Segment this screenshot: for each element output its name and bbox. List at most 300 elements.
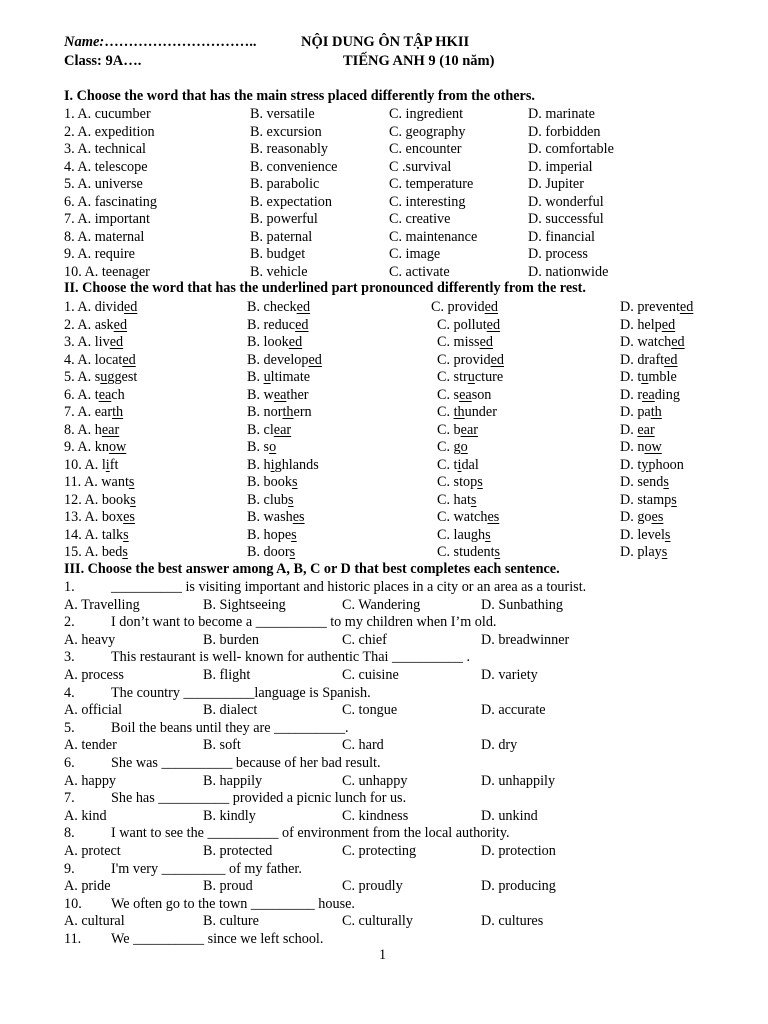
- word-prefix: B. nor: [247, 404, 283, 420]
- option-a: [64, 543, 128, 561]
- word-suffix: ern: [293, 404, 312, 420]
- question-number: 1.: [64, 579, 75, 595]
- word-prefix: 6. A. t: [64, 386, 99, 403]
- option-a: 1. A. cucumber: [64, 106, 151, 122]
- section3-heading: III. Choose the best answer among A, B, C or D that best completes each sentence.: [64, 561, 560, 577]
- answer-option-c: C. Wandering: [342, 596, 421, 613]
- stress-question-row: [0, 175, 768, 193]
- option-d: [620, 333, 685, 351]
- option-a: 6. A. fascinating: [64, 193, 157, 210]
- underlined-sound: s: [291, 526, 297, 543]
- stress-question-row: [0, 263, 768, 281]
- name-label: Name:: [64, 34, 105, 50]
- option-a: [64, 491, 136, 509]
- stress-question-row: [0, 158, 768, 176]
- option-a: 3. A. technical: [64, 141, 146, 157]
- pronunciation-question-row: [0, 456, 768, 474]
- question-number: 8.: [64, 825, 75, 842]
- underlined-sound: ow: [644, 439, 662, 455]
- option-c: [437, 491, 476, 509]
- pronunciation-question-row: [0, 473, 768, 491]
- underlined-sound: s: [287, 491, 294, 508]
- question-number: 4.: [64, 684, 75, 701]
- question-text: She was __________ because of her bad result.: [111, 755, 381, 771]
- option-a: 5. A. universe: [64, 176, 143, 192]
- answer-option-b: B. protected: [203, 843, 273, 859]
- option-b: [247, 438, 276, 456]
- question-number: 11.: [64, 931, 82, 947]
- answer-option-d: D. accurate: [481, 702, 546, 719]
- underlined-sound: ear: [273, 421, 292, 438]
- answer-option-c: C. chief: [342, 631, 387, 648]
- word-prefix: D. go: [620, 509, 652, 525]
- option-a: [64, 316, 127, 334]
- answer-option-b: B. soft: [203, 737, 241, 754]
- question-text: Boil the beans until they are __________.: [111, 719, 349, 736]
- option-a: 2. A. expedition: [64, 123, 155, 140]
- question-text: __________ is visiting important and historic places in a city or an area as a tourist.: [111, 579, 587, 595]
- underlined-sound: th: [650, 404, 662, 420]
- word-prefix: D. n: [620, 439, 645, 455]
- underlined-sound: ed: [490, 351, 505, 368]
- option-a: [64, 456, 118, 474]
- underlined-sound: s: [663, 474, 669, 490]
- word-prefix: 2. A. ask: [64, 316, 114, 333]
- option-d: D. nationwide: [528, 263, 609, 280]
- option-d: [620, 351, 678, 369]
- underlined-sound: s: [123, 526, 129, 543]
- word-suffix: cture: [474, 369, 504, 385]
- underlined-sound: i: [105, 456, 110, 473]
- pronunciation-question-row: [0, 526, 768, 544]
- option-d: [620, 473, 669, 491]
- answer-option-d: D. variety: [481, 667, 538, 683]
- option-c: C. geography: [389, 123, 466, 140]
- option-b: B. parabolic: [250, 176, 320, 192]
- answer-option-d: D. unkind: [481, 807, 538, 824]
- word-prefix: C. str: [437, 369, 468, 385]
- answer-option-d: D. producing: [481, 878, 556, 895]
- option-b: [247, 491, 294, 509]
- word-suffix: son: [471, 386, 492, 403]
- word-prefix: D.: [620, 421, 638, 438]
- option-b: [247, 351, 322, 369]
- option-c: C. creative: [389, 211, 451, 227]
- word-suffix: ch: [111, 386, 125, 403]
- underlined-sound: u: [641, 369, 649, 385]
- option-b: [247, 403, 312, 421]
- option-b: B. paternal: [250, 228, 313, 245]
- option-c: [437, 316, 500, 334]
- answer-option-c: C. hard: [342, 737, 384, 754]
- option-c: C. ingredient: [389, 106, 464, 122]
- answer-option-a: A. official: [64, 702, 123, 719]
- word-prefix: 5. A. s: [64, 369, 101, 385]
- answer-option-a: A. Travelling: [64, 596, 140, 613]
- answer-option-a: A. kind: [64, 807, 107, 824]
- option-b: [247, 456, 319, 474]
- option-c: [437, 543, 500, 561]
- word-prefix: 12. A. book: [64, 491, 131, 508]
- option-a: [64, 351, 136, 369]
- option-b: [247, 386, 308, 404]
- word-prefix: C. g: [437, 439, 461, 455]
- option-c: C. image: [389, 246, 441, 262]
- answer-option-a: A. process: [64, 667, 124, 683]
- underlined-sound: ear: [637, 421, 655, 438]
- pronunciation-question-row: [0, 368, 768, 386]
- underlined-sound: ed: [479, 334, 493, 350]
- answer-option-c: C. protecting: [342, 843, 417, 859]
- underlined-sound: s: [485, 526, 491, 543]
- question-number: 5.: [64, 719, 75, 736]
- answer-option-b: B. culture: [203, 913, 259, 930]
- answer-option-b: B. kindly: [203, 807, 256, 824]
- option-b: B. reasonably: [250, 141, 329, 157]
- answer-option-c: C. kindness: [342, 807, 409, 824]
- answer-option-c: C. culturally: [342, 913, 413, 930]
- option-c: [437, 421, 478, 439]
- stress-question-row: [0, 245, 768, 263]
- underlined-sound: ear: [101, 421, 120, 438]
- option-d: [620, 543, 667, 561]
- option-c: [431, 298, 498, 316]
- underlined-sound: es: [292, 509, 305, 525]
- word-prefix: B. door: [247, 544, 290, 560]
- word-prefix: C. stop: [437, 474, 478, 490]
- answer-option-d: D. unhappily: [481, 772, 556, 789]
- answer-option-a: A. tender: [64, 737, 117, 754]
- stress-question-row: [0, 140, 768, 158]
- class-label: Class: 9A….: [64, 53, 142, 69]
- underlined-sound: ed: [308, 351, 322, 368]
- name-line: [64, 34, 257, 51]
- word-prefix: C. s: [437, 386, 460, 403]
- underlined-sound: ed: [484, 299, 499, 315]
- option-c: [437, 456, 479, 474]
- option-a: [64, 298, 137, 316]
- option-d: [620, 456, 684, 474]
- underlined-sound: ea: [98, 386, 112, 403]
- option-a: [64, 526, 129, 544]
- stress-question-row: [0, 193, 768, 211]
- option-a: 4. A. telescope: [64, 158, 148, 175]
- word-suffix: ther: [286, 386, 309, 403]
- word-prefix: C.: [437, 404, 454, 420]
- answer-option-b: B. Sightseeing: [203, 596, 286, 613]
- option-a: [64, 508, 135, 526]
- underlined-sound: o: [269, 439, 277, 455]
- word-prefix: 11. A. want: [64, 474, 129, 490]
- question-number: 10.: [64, 895, 82, 912]
- pronunciation-question-row: [0, 403, 768, 421]
- option-d: [620, 403, 662, 421]
- option-a: 7. A. important: [64, 211, 150, 227]
- word-suffix: ggest: [107, 369, 138, 385]
- word-suffix: under: [464, 404, 497, 420]
- underlined-sound: ed: [123, 299, 138, 315]
- option-d: D. financial: [528, 228, 595, 245]
- underlined-sound: th: [112, 404, 124, 420]
- question-number: 9.: [64, 860, 75, 877]
- underlined-sound: y: [641, 456, 649, 473]
- underlined-sound: s: [470, 491, 477, 508]
- word-prefix: C. t: [437, 456, 458, 473]
- word-prefix: C. laugh: [437, 526, 486, 543]
- option-d: D. wonderful: [528, 193, 604, 210]
- word-prefix: B. develop: [247, 351, 309, 368]
- pronunciation-question-row: [0, 421, 768, 439]
- option-b: [247, 508, 305, 526]
- word-suffix: ghlands: [274, 456, 319, 473]
- answer-option-d: D. Sunbathing: [481, 596, 563, 613]
- option-d: [620, 491, 677, 509]
- answer-option-c: C. unhappy: [342, 772, 408, 789]
- answer-option-d: D. breadwinner: [481, 631, 570, 648]
- word-prefix: B. book: [247, 474, 292, 490]
- option-c: [437, 368, 503, 386]
- word-suffix: ft: [109, 456, 119, 473]
- answer-option-c: C. proudly: [342, 878, 403, 895]
- word-prefix: 9. A. kn: [64, 439, 109, 455]
- word-prefix: C. provid: [437, 351, 491, 368]
- question-text: I'm very _________ of my father.: [111, 860, 302, 877]
- option-b: [247, 298, 310, 316]
- option-b: [247, 368, 310, 386]
- answer-option-b: B. proud: [203, 878, 253, 895]
- underlined-sound: u: [467, 369, 475, 385]
- option-b: [247, 473, 297, 491]
- option-c: C. interesting: [389, 193, 466, 210]
- option-b: B. expectation: [250, 193, 332, 210]
- word-prefix: D. pa: [620, 404, 651, 420]
- question-text: I don’t want to become a __________ to my children when I’m old.: [111, 614, 497, 631]
- option-c: C. encounter: [389, 141, 462, 157]
- question-text: We __________ since we left school.: [111, 931, 324, 947]
- word-prefix: D. r: [620, 386, 643, 403]
- word-prefix: C. watch: [437, 509, 488, 525]
- option-d: D. marinate: [528, 106, 595, 122]
- question-text: She has __________ provided a picnic lunch for us.: [111, 790, 407, 807]
- worksheet-subtitle: TIẾNG ANH 9 (10 năm): [343, 53, 495, 69]
- answer-option-d: D. cultures: [481, 913, 544, 930]
- option-c: [437, 351, 504, 369]
- option-a: [64, 421, 119, 439]
- option-a: [64, 368, 137, 386]
- option-d: D. comfortable: [528, 141, 614, 157]
- option-c: C. activate: [389, 263, 450, 280]
- question-number: 3.: [64, 649, 75, 666]
- word-suffix: mble: [648, 369, 677, 385]
- underlined-sound: ed: [671, 334, 685, 350]
- option-c: C .survival: [389, 158, 452, 175]
- answer-option-a: A. heavy: [64, 631, 116, 648]
- underlined-sound: s: [494, 544, 501, 560]
- option-c: [437, 403, 497, 421]
- underlined-sound: s: [130, 491, 136, 508]
- underlined-sound: u: [263, 369, 271, 385]
- option-b: [247, 543, 295, 561]
- option-c: [437, 473, 483, 491]
- underlined-sound: s: [128, 474, 135, 490]
- word-prefix: D. watch: [620, 334, 672, 350]
- underlined-sound: ed: [288, 334, 303, 350]
- option-d: [620, 438, 662, 456]
- underlined-sound: ea: [273, 386, 287, 403]
- option-b: [247, 526, 297, 544]
- option-d: [620, 526, 670, 544]
- option-c: [437, 526, 491, 544]
- word-prefix: 10. A. l: [64, 456, 106, 473]
- option-c: C. temperature: [389, 176, 474, 192]
- stress-question-row: [0, 123, 768, 141]
- word-prefix: D. stamp: [620, 491, 672, 508]
- option-d: D. Jupiter: [528, 176, 584, 192]
- pronunciation-question-row: [0, 316, 768, 334]
- word-prefix: D. t: [620, 369, 642, 385]
- word-prefix: C. pollut: [437, 316, 487, 333]
- underlined-sound: ed: [679, 299, 694, 315]
- word-prefix: B. s: [247, 439, 270, 455]
- underlined-sound: ed: [122, 351, 136, 368]
- option-d: [620, 316, 675, 334]
- word-prefix: C. hat: [437, 491, 471, 508]
- word-suffix: dal: [461, 456, 479, 473]
- option-b: [247, 333, 302, 351]
- word-suffix: phoon: [648, 456, 684, 473]
- word-prefix: 3. A. liv: [64, 334, 110, 350]
- word-prefix: D. level: [620, 526, 665, 543]
- underlined-sound: ed: [109, 334, 124, 350]
- section1-heading: I. Choose the word that has the main stress placed differently from the others.: [64, 88, 535, 104]
- stress-question-row: [0, 228, 768, 246]
- word-prefix: 15. A. bed: [64, 544, 123, 560]
- stress-question-row: [0, 105, 768, 123]
- answer-option-a: A. cultural: [64, 913, 125, 930]
- name-dots: …………………………..: [104, 34, 257, 50]
- option-b: B. vehicle: [250, 263, 308, 280]
- question-text: We often go to the town _________ house.: [111, 895, 355, 912]
- word-prefix: B. look: [247, 334, 289, 350]
- option-b: B. versatile: [250, 106, 315, 122]
- option-b: B. convenience: [250, 158, 338, 175]
- word-prefix: B. check: [247, 299, 297, 315]
- option-c: [437, 386, 491, 404]
- word-prefix: D. draft: [620, 351, 665, 368]
- pronunciation-question-row: [0, 543, 768, 561]
- underlined-sound: i: [457, 456, 462, 473]
- word-prefix: C. miss: [437, 334, 480, 350]
- option-c: [437, 333, 493, 351]
- word-prefix: B. cl: [247, 421, 274, 438]
- underlined-sound: es: [487, 509, 500, 525]
- underlined-sound: ed: [113, 316, 128, 333]
- underlined-sound: es: [123, 509, 135, 525]
- option-b: B. powerful: [250, 211, 318, 227]
- option-a: 9. A. require: [64, 246, 135, 262]
- answer-option-b: B. flight: [203, 667, 251, 683]
- answer-option-a: A. happy: [64, 772, 117, 789]
- underlined-sound: s: [291, 474, 298, 490]
- underlined-sound: s: [289, 544, 296, 560]
- underlined-sound: ear: [460, 421, 478, 438]
- answer-option-b: B. burden: [203, 631, 259, 648]
- word-prefix: B.: [247, 369, 264, 385]
- option-d: [620, 508, 663, 526]
- word-prefix: B. club: [247, 491, 288, 508]
- stress-question-row: [0, 210, 768, 228]
- underlined-sound: s: [664, 526, 671, 543]
- underlined-sound: ed: [296, 299, 311, 315]
- answer-option-a: A. pride: [64, 878, 111, 895]
- page-number: 1: [379, 947, 387, 963]
- word-prefix: D. send: [620, 474, 664, 490]
- option-a: [64, 473, 134, 491]
- option-c: [437, 508, 499, 526]
- word-prefix: D. help: [620, 316, 662, 333]
- underlined-sound: th: [453, 404, 465, 420]
- underlined-sound: s: [661, 544, 668, 560]
- question-number: 2.: [64, 614, 75, 631]
- option-c: C. maintenance: [389, 228, 478, 245]
- option-b: [247, 421, 291, 439]
- option-a: 10. A. teenager: [64, 263, 150, 280]
- option-b: [247, 316, 308, 334]
- pronunciation-question-row: [0, 386, 768, 404]
- word-prefix: B. h: [247, 456, 271, 473]
- option-a: 8. A. maternal: [64, 228, 145, 245]
- word-prefix: 14. A. talk: [64, 526, 124, 543]
- option-d: [620, 421, 655, 439]
- word-prefix: C. b: [437, 421, 461, 438]
- answer-option-c: C. cuisine: [342, 667, 399, 683]
- question-number: 6.: [64, 755, 75, 771]
- underlined-sound: ea: [642, 386, 655, 403]
- word-prefix: C. student: [437, 544, 495, 560]
- answer-option-d: D. protection: [481, 843, 556, 859]
- word-prefix: D. t: [620, 456, 642, 473]
- option-d: [620, 368, 677, 386]
- word-suffix: ding: [654, 386, 680, 403]
- answer-option-c: C. tongue: [342, 702, 398, 719]
- word-prefix: 13. A. box: [64, 509, 124, 525]
- pronunciation-question-row: [0, 333, 768, 351]
- option-b: B. excursion: [250, 123, 322, 140]
- pronunciation-question-row: [0, 298, 768, 316]
- answer-option-b: B. dialect: [203, 702, 258, 719]
- question-text: I want to see the __________ of environment from the local authority.: [111, 825, 510, 842]
- option-a: [64, 386, 125, 404]
- option-a: [64, 403, 123, 421]
- underlined-sound: ea: [459, 386, 472, 403]
- answer-option-a: A. protect: [64, 843, 121, 859]
- underlined-sound: ed: [486, 316, 501, 333]
- pronunciation-question-row: [0, 508, 768, 526]
- underlined-sound: ow: [108, 439, 127, 455]
- option-b: B. budget: [250, 246, 306, 262]
- underlined-sound: es: [651, 509, 664, 525]
- word-prefix: 7. A. ear: [64, 404, 113, 420]
- option-d: D. forbidden: [528, 123, 601, 140]
- underlined-sound: ed: [664, 351, 678, 368]
- underlined-sound: ed: [295, 316, 309, 333]
- word-prefix: D. prevent: [620, 299, 680, 315]
- word-prefix: B. wash: [247, 509, 293, 525]
- word-prefix: 8. A. h: [64, 421, 102, 438]
- underlined-sound: s: [671, 491, 677, 508]
- option-d: [620, 298, 693, 316]
- question-number: 7.: [64, 790, 75, 807]
